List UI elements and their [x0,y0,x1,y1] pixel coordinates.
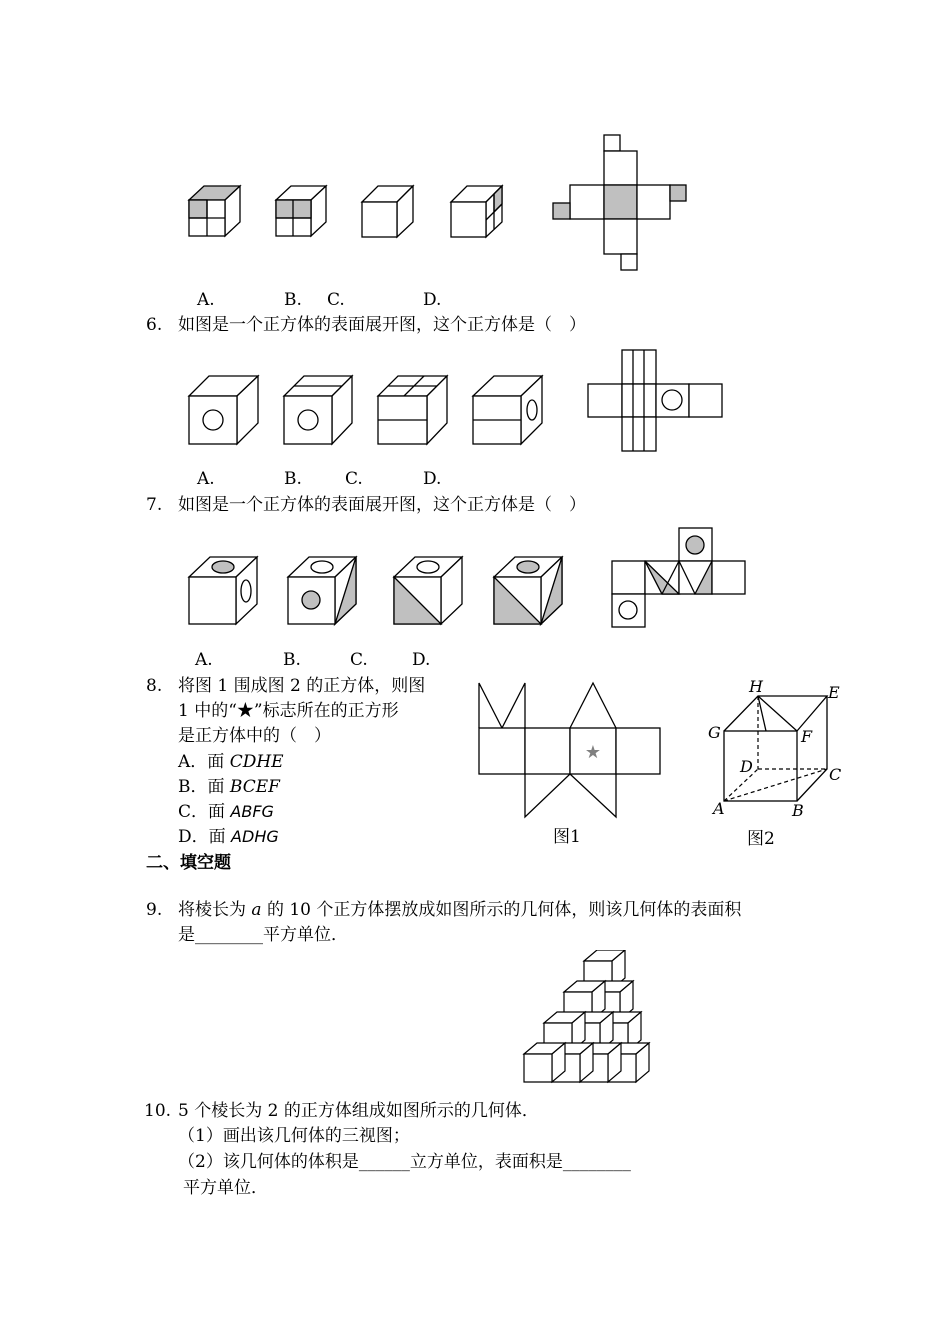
label-c: C [829,765,842,784]
q6-option-c: C. [345,469,363,489]
q10-part1: （1）画出该几何体的三视图； [178,1126,410,1146]
q7-cube-a [189,557,257,624]
label-h: H [749,677,763,696]
q5-cube-d [451,186,502,237]
label-e: E [828,683,840,702]
q5-net [553,135,686,270]
q10-stem: 5 个棱长为 2 的正方体组成如图所示的几何体． [178,1101,539,1121]
q7-cube-d [494,557,562,624]
q6-cube-c [378,376,447,444]
q6-cube-d [473,376,542,444]
q8-fig2-caption: 图2 [747,829,775,849]
q8-option-c: C．面 ABFG [178,802,274,822]
label-f: F [801,727,813,746]
q8-option-a: A．面 CDHE [178,752,284,772]
q8-stem-line3: 是正方体中的（ ） [178,726,331,746]
q8-stem-line1: 将图 1 围成图 2 的正方体，则图 [178,676,426,696]
star-icon: ★ [584,742,602,763]
label-a: A [713,799,725,818]
label-d: D [740,757,753,776]
q7-option-c: C. [350,650,368,670]
q9-line2: 是________平方单位． [178,925,348,945]
q5-option-d: D. [423,290,442,310]
q5-cube-c [362,186,413,237]
q8-figure2-cube [700,676,860,826]
q8-figure1-net [470,676,670,826]
q8-option-b: B．面 BCEF [178,777,280,797]
q5-option-a: A. [197,290,215,310]
q10-number: 10. [144,1101,172,1121]
q7-stem: 如图是一个正方体的表面展开图，这个正方体是（ ） [178,495,586,515]
q6-stem: 如图是一个正方体的表面展开图，这个正方体是（ ） [178,315,586,335]
q10-part3: 平方单位． [183,1178,268,1198]
q8-stem-line2: 1 中的“★”标志所在的正方形 [178,701,399,721]
q5-option-b: B. [284,290,302,310]
q7-option-b: B. [283,650,301,670]
q5-figures [0,0,950,290]
q9-number: 9. [146,900,163,920]
q5-cube-a [189,186,240,236]
q7-cube-b [288,557,356,624]
q9-stacked-cubes-figure [510,950,660,1090]
q6-option-b: B. [284,469,302,489]
q6-option-a: A. [197,469,215,489]
q7-number: 7. [146,495,163,515]
q5-cube-b [276,186,326,236]
q8-number: 8. [146,676,163,696]
q6-net [588,350,722,451]
q6-cube-a [189,376,258,444]
q6-cube-b [284,376,352,444]
label-g: G [708,723,721,742]
q10-part2: （2）该几何体的体积是______立方单位，表面积是________ [178,1152,631,1172]
q8-option-d: D．面 ADHG [178,827,279,847]
q8-fig1-caption: 图1 [553,827,581,847]
q5-option-c: C. [327,290,345,310]
q6-option-d: D. [423,469,442,489]
q6-number: 6. [146,315,163,335]
q7-cube-c [394,557,462,624]
q7-option-d: D. [412,650,431,670]
cube-block [524,1043,565,1082]
q7-figures [0,520,950,640]
section-title: 二、填空题 [146,853,231,873]
q9-line1: 将棱长为 a 的 10 个正方体摆放成如图所示的几何体，则该几何体的表面积 [178,900,742,920]
label-b: B [792,801,804,820]
q7-option-a: A. [195,650,213,670]
q6-figures [0,340,950,460]
q7-net [612,528,745,627]
